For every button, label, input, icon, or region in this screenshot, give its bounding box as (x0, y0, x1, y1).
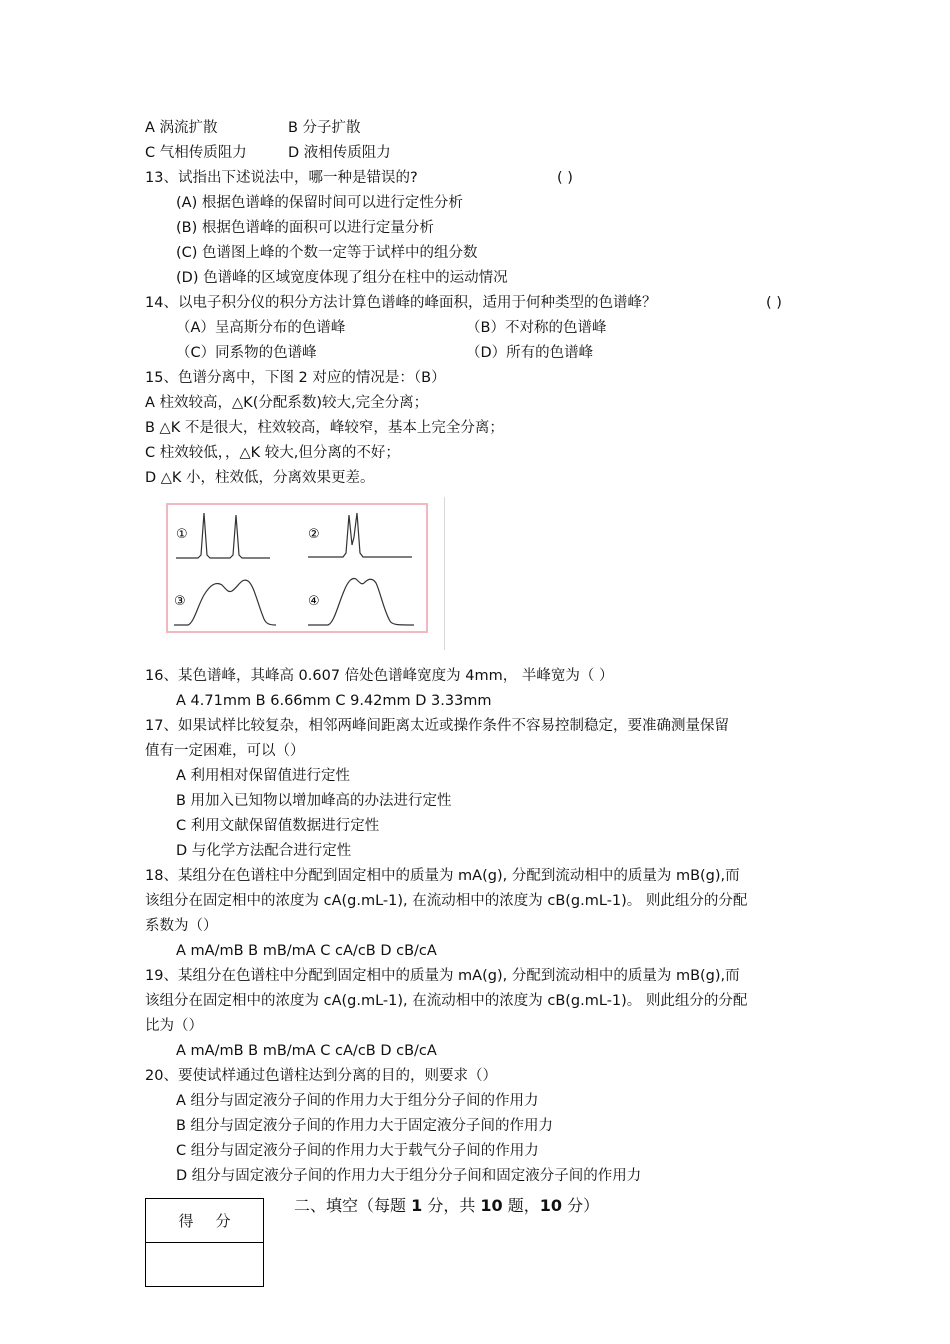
text-line-q18: 18、某组分在色谱柱中分配到固定相中的质量为 mA(g), 分配到流动相中的质量为 mB(g),而 (145, 868, 740, 884)
peak-panel-2 (308, 513, 412, 557)
score-box-blank[interactable] (146, 1243, 263, 1287)
text-line-q20C: C 组分与固定液分子间的作用力大于载气分子间的作用力 (176, 1143, 539, 1159)
text-line-q14A: （A）呈高斯分布的色谱峰 (176, 320, 346, 336)
text-line-q13p: ( ) (557, 170, 573, 186)
peak-panel-4 (308, 579, 414, 626)
text-line-q16: 16、某色谱峰，其峰高 0.607 倍处色谱峰宽度为 4mm， 半峰宽为（ ） (145, 668, 614, 684)
peak-panel-1 (176, 513, 270, 558)
section-title: 二、填空（每题 1 分，共 10 题，10 分） (294, 1196, 600, 1215)
text-line-q17A: A 利用相对保留值进行定性 (176, 768, 351, 784)
text-line-q15D: D △K 小，柱效低，分离效果更差。 (145, 470, 375, 486)
text-line-q19: 19、某组分在色谱柱中分配到固定相中的质量为 mA(g), 分配到流动相中的质量为 mB(g),而 (145, 968, 740, 984)
text-line-q17B: B 用加入已知物以增加峰高的办法进行定性 (176, 793, 452, 809)
text-line-q16o: A 4.71mm B 6.66mm C 9.42mm D 3.33mm (176, 693, 492, 709)
text-line-q20A: A 组分与固定液分子间的作用力大于组分分子间的作用力 (176, 1093, 539, 1109)
text-line-q13C: (C) 色谱图上峰的个数一定等于试样中的组分数 (176, 245, 478, 261)
text-line-q13: 13、试指出下述说法中，哪一种是错误的? (145, 170, 418, 186)
text-line-q14C: （C）同系物的色谱峰 (176, 345, 317, 361)
text-line-q12c: C 气相传质阻力 (145, 145, 247, 161)
text-line-q14: 14、以电子积分仪的积分方法计算色谱峰的峰面积，适用于何种类型的色谱峰？ (145, 295, 657, 311)
panel-label-3: ③ (174, 594, 186, 609)
text-line-q12a: A 涡流扩散 (145, 120, 218, 136)
score-box (145, 1198, 264, 1287)
text-line-q18c: 系数为（） (145, 918, 218, 934)
text-line-q20: 20、要使试样通过色谱柱达到分离的目的，则要求（） (145, 1068, 497, 1084)
text-line-q15A: A 柱效较高，△K(分配系数)较大,完全分离； (145, 395, 429, 411)
text-line-q17: 17、如果试样比较复杂，相邻两峰间距离太近或操作条件不容易控制稳定，要准确测量保留 (145, 718, 729, 734)
text-line-q14B: （B）不对称的色谱峰 (466, 320, 607, 336)
figure-divider (444, 497, 445, 650)
text-line-q19c: 比为（） (145, 1018, 203, 1034)
text-line-q20D: D 组分与固定液分子间的作用力大于组分分子间和固定液分子间的作用力 (176, 1168, 642, 1184)
text-line-q12b: B 分子扩散 (288, 120, 361, 136)
text-line-q17D: D 与化学方法配合进行定性 (176, 843, 352, 859)
text-line-q18b: 该组分在固定相中的浓度为 cA(g.mL-1), 在流动相中的浓度为 cB(g.mL-1)。 则此组分的分配 (145, 893, 748, 909)
chromatogram-panels (168, 505, 426, 631)
text-line-q13B: (B) 根据色谱峰的面积可以进行定量分析 (176, 220, 434, 236)
text-line-q19o: A mA/mB B mB/mA C cA/cB D cB/cA (176, 1043, 437, 1059)
text-line-q18o: A mA/mB B mB/mA C cA/cB D cB/cA (176, 943, 437, 959)
panel-label-2: ② (308, 527, 320, 542)
text-line-q15: 15、色谱分离中，下图 2 对应的情况是：（B） (145, 370, 446, 386)
chromatogram-figure (166, 503, 428, 633)
peak-panel-3 (174, 580, 276, 625)
text-line-q20B: B 组分与固定液分子间的作用力大于固定液分子间的作用力 (176, 1118, 554, 1134)
text-line-q14D: （D）所有的色谱峰 (466, 345, 594, 361)
text-line-q15B: B △K 不是很大，柱效较高，峰较窄，基本上完全分离； (145, 420, 504, 436)
text-line-q13A: (A) 根据色谱峰的保留时间可以进行定性分析 (176, 195, 463, 211)
panel-label-4: ④ (308, 594, 320, 609)
text-line-q15C: C 柱效较低，，△K 较大,但分离的不好； (145, 445, 400, 461)
text-line-q19b: 该组分在固定相中的浓度为 cA(g.mL-1), 在流动相中的浓度为 cB(g.mL-1)。 则此组分的分配 (145, 993, 748, 1009)
score-box-label: 得分 (146, 1199, 263, 1243)
text-line-q17b: 值有一定困难，可以（） (145, 743, 305, 759)
text-line-q14p: ( ) (766, 295, 782, 311)
text-line-q17C: C 利用文献保留值数据进行定性 (176, 818, 380, 834)
panel-label-1: ① (176, 527, 188, 542)
text-line-q12d: D 液相传质阻力 (288, 145, 391, 161)
text-line-q13D: (D) 色谱峰的区域宽度体现了组分在柱中的运动情况 (176, 270, 508, 286)
